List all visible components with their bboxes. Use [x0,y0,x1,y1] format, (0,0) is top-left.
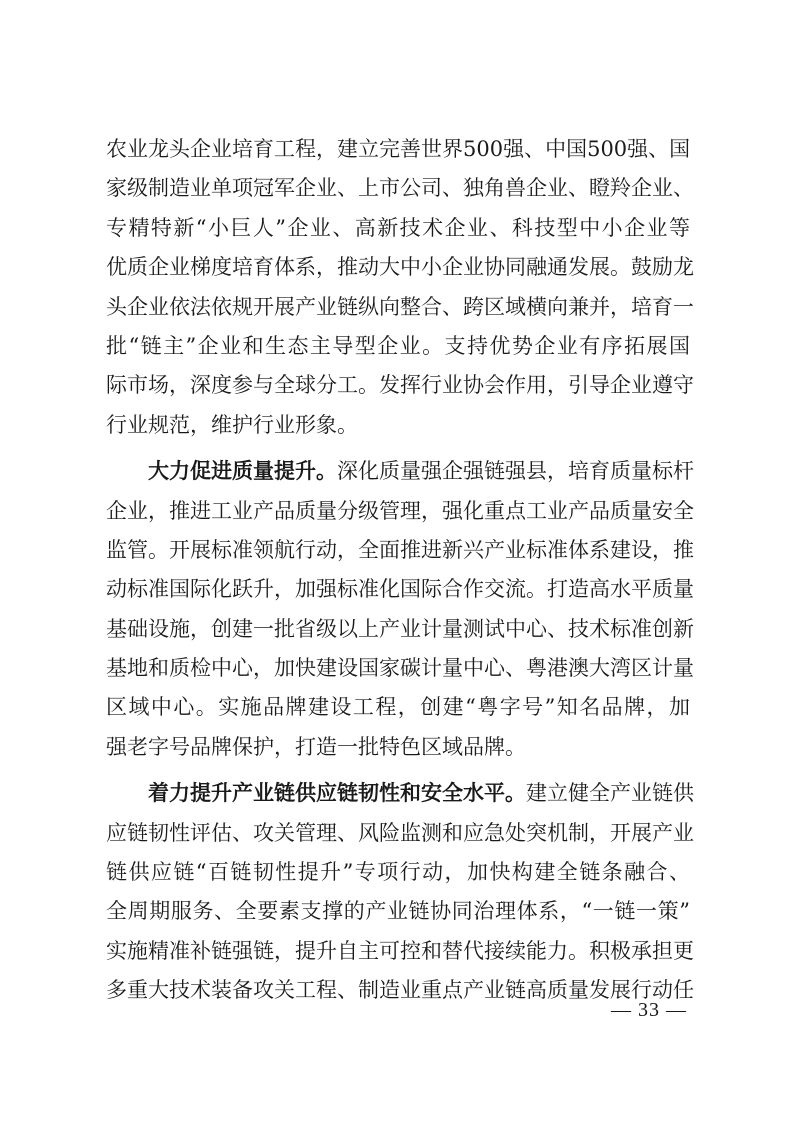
paragraph-2 [106,452,694,767]
text-line [106,774,694,813]
text-line: 应链韧性评估、攻关管理、风险监测和应急处突机制，开展产业 [106,820,694,845]
text-line: 链供应链“百链韧性提升”专项行动，加快构建全链条融合、 [106,860,690,885]
text-line [106,452,694,491]
paragraph-1 [106,130,694,445]
text-line: 动标准国际化跃升，加强标准化国际合作交流。打造高水平质量 [106,577,694,602]
text-line: 基地和质检中心，加快建设国家碳计量中心、粤港澳大湾区计量 [106,656,694,681]
text-line: 行业规范，维护行业形象。 [106,412,358,437]
text-line: 实施精准补链强链，提升自主可控和替代接续能力。积极承担更 [106,938,694,963]
paragraph-3 [106,774,694,1010]
text-line: 批“链主”企业和生态主导型企业。支持优势企业有序拓展国 [106,333,690,358]
text-span: 建立健全产业链供 [526,781,694,806]
text-line: 优质企业梯度培育体系，推动大中小企业协同融通发展。鼓励龙 [106,255,694,280]
text-line: 区域中心。实施品牌建设工程，创建“粤字号”知名品牌，加 [106,695,690,720]
text-line: 全周期服务、全要素支撑的产业链协同治理体系，“一链一策” [106,899,690,924]
text-line: 专精特新“小巨人”企业、高新技术企业、科技型中小企业等 [106,215,690,240]
text-line: 头企业依法依规开展产业链纵向整合、跨区域横向兼并，培育一 [106,294,694,319]
text-line: 家级制造业单项冠军企业、上市公司、独角兽企业、瞪羚企业、 [106,176,694,201]
text-line: 多重大技术装备攻关工程、制造业重点产业链高质量发展行动任 [106,978,694,1003]
paragraph-heading: 着力提升产业链供应链韧性和安全水平。 [148,781,526,806]
text-line: 强老字号品牌保护，打造一批特色区域品牌。 [106,734,526,759]
body-text [106,130,694,1011]
paragraph-heading: 大力促进质量提升。 [148,459,337,484]
text-line: 农业龙头企业培育工程，建立完善世界500强、中国500强、国 [106,137,691,161]
text-span: 深化质量强企强链强县，培育质量标杆 [337,459,694,484]
text-line: 际市场，深度参与全球分工。发挥行业协会作用，引导企业遵守 [106,373,694,398]
text-line: 基础设施，创建一批省级以上产业计量测试中心、技术标准创新 [106,616,694,641]
text-line: 监管。开展标准领航行动，全面推进新兴产业标准体系建设，推 [106,537,694,562]
page-number: — 33 — [611,999,687,1021]
text-line: 企业，推进工业产品质量分级管理，强化重点工业产品质量安全 [106,498,694,523]
